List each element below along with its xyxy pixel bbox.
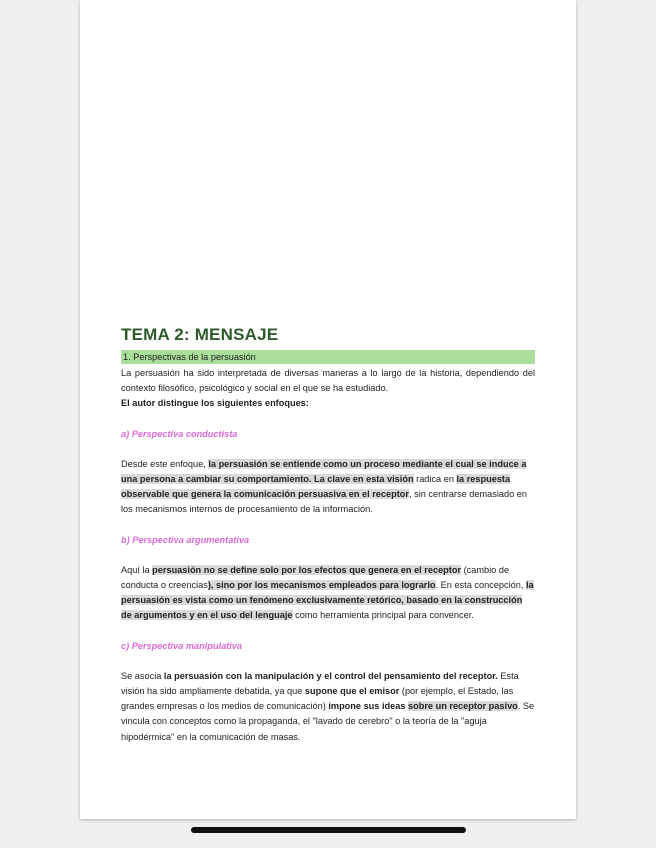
bold-text: supone que el emisor [304,686,400,697]
highlighted-text: la persuasión se entiende como un proceso mediante el cual se induce a una persona a cambiar su comportamiento. La clave en esta visión [121,458,527,485]
highlighted-text: persuasión no se define solo por los efectos que genera en el receptor [152,564,462,575]
home-indicator[interactable] [191,827,466,833]
text-run: . En esta concepción, [435,580,526,591]
document-page [80,0,576,819]
document-title: TEMA 2: MENSAJE [121,325,279,344]
bold-text: impone sus ideas [328,701,406,712]
perspective-paragraph-conductista [121,457,535,518]
text-run: como herramienta principal para convencer. [292,610,474,621]
bold-text: la persuasión con la manipulación y el control del pensamiento del receptor. [163,670,498,681]
highlighted-text: la persuasión es vista como un fenómeno exclusivamente retórico, basado en la construcción de argumentos y en el uso del lenguaje [121,580,534,621]
highlighted-text: ), sino por los mecanismos empleados para lograrlo [207,580,436,591]
perspective-heading-conductista: a) Perspectiva conductista [121,428,238,439]
text-run: radica en [413,474,457,485]
text-run: , sin centrarse demasiado en los mecanismos internos de procesamiento de la información. [121,489,527,515]
highlighted-text: la respuesta observable que genera la comunicación persuasiva en el receptor [121,474,511,500]
text-run: Se asocia [121,670,164,681]
text-run: . Se vincula con conceptos como la propaganda, el "lavado de cerebro" o la teoría de la "aguja hipodérmica" en la comunicación de masas. [121,701,535,742]
perspective-paragraph-argumentativa [121,563,535,624]
highlighted-text: sobre un receptor pasivo [408,701,518,712]
intro-text: La persuasión ha sido interpretada de diversas maneras a lo largo de la historia, dependiendo del contexto filosófico, psicológico y social en el que se ha estudiado. [121,368,535,394]
intro-bold-line: El autor distingue los siguientes enfoques: [121,398,309,409]
document-content [121,325,535,745]
text-run: Aquí la [121,564,153,575]
text-run: (cambio de conducta o creencias [121,564,510,591]
section-heading: 1. Perspectivas de la persuasión [121,350,535,364]
intro-paragraph [121,366,535,396]
perspective-heading-manipulativa: c) Perspectiva manipulativa [121,640,243,651]
perspective-heading-argumentativa: b) Perspectiva argumentativa [121,534,250,545]
text-run: Desde este enfoque, [121,458,209,469]
text-run: (por ejemplo, el Estado, las grandes empresas o los medios de comunicación) [121,686,514,712]
text-run: Esta visión ha sido ampliamente debatida, ya que [121,670,519,697]
perspective-paragraph-manipulativa [121,669,535,745]
